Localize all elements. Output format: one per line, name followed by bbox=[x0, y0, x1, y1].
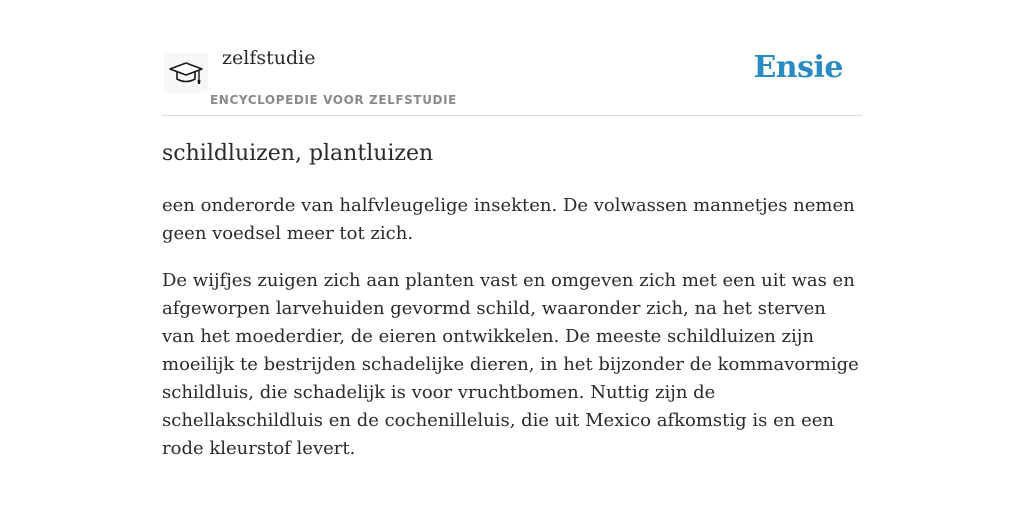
article-paragraph: De wijfjes zuigen zich aan planten vast en omgeven zich met een uit was en afgeworpen larvehuiden gevormd schild, waaronder zich, na het sterven van het moederdier, de eieren ontwikkelen. De meeste schildluizen zijn moeilijk te bestrijden schadelijke dieren, in het bijzonder de kommavormige schildluis, die schadelijk is voor vruchtbomen. Nuttig zijn de schellakschildluis en de cochenilleluis, die uit Mexico afkomstig is en een rode kleurstof levert. bbox=[162, 270, 859, 459]
graduation-cap-icon bbox=[168, 58, 204, 88]
article-paragraph: een onderorde van halfvleugelige insekten. De volwassen mannetjes nemen geen voedsel meer tot zich. bbox=[162, 195, 855, 244]
source-logo[interactable] bbox=[164, 53, 208, 93]
source-name[interactable]: zelfstudie bbox=[222, 47, 316, 69]
source-subtitle: ENCYCLOPEDIE VOOR ZELFSTUDIE bbox=[210, 93, 457, 107]
article-title: schildluizen, plantluizen bbox=[162, 141, 434, 166]
source-header bbox=[162, 40, 862, 116]
brand-logo[interactable]: Ensie bbox=[753, 50, 843, 85]
